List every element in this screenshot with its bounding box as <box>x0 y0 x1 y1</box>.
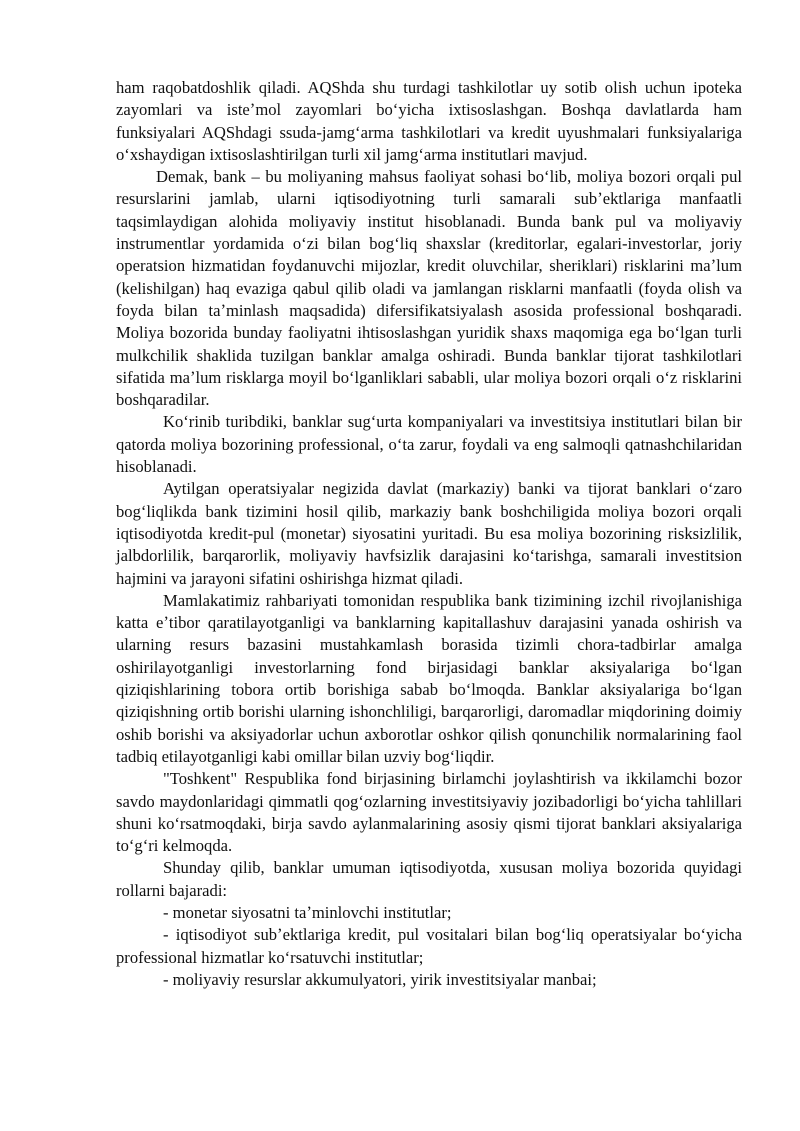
paragraph-3: Koʻrinib turibdiki, banklar sugʻurta kompaniyalari va investitsiya institutlari bilan bir qatorda moliya bozorining professional, oʻta zarur, foydali va eng salmoqli qatnashchilaridan hisoblanadi. <box>116 412 742 477</box>
list-item-2: - iqtisodiyot subʼektlariga kredit, pul vositalari bilan bogʻliq operatsiyalar boʻyicha professional hizmatlar koʻrsatuvchi institutlar; <box>116 925 742 967</box>
paragraph-4: Aytilgan operatsiyalar negizida davlat (markaziy) banki va tijorat banklari oʻzaro bogʻliqlikda bank tizimini hosil qilib, markaziy bank boshchiligida moliya bozori orqali iqtisodiyotda kredit-pul (monetar) siyosatini yuritadi. Bu esa moliya bozorining risksizlilik, jalbdorlilik, barqarorlik, moliyaviy havfsizlik darajasini koʻtarishga, samarali investitsion hajmini va jarayoni sifatini oshirishga hizmat qiladi. <box>116 479 742 588</box>
list-item-1: - monetar siyosatni taʼminlovchi institutlar; <box>163 902 452 922</box>
paragraph-5: Mamlakatimiz rahbariyati tomonidan respublika bank tizimining izchil rivojlanishiga katta eʼtibor qaratilayotganligi va banklarning kapitallashuv darajasini yanada oshirish va ularning resurs bazasini mustahkamlash borasida tizimli chora-tadbirlar amalga oshirilayotganligi investorlarning fond birjasidagi banklar aksiyalariga boʻlgan qiziqishlarining tobora ortib borishiga sabab boʻlmoqda. Banklar aksiyalariga boʻlgan qiziqishning ortib borishi ularning ishonchliligi, barqarorligi, daromadlar miqdorining doimiy oshib borishi va aksiyadorlar uchun axborotlar oshkor qilish qonunchilik normalarining faol tadbiq etilayotganligi kabi omillar bilan uzviy bogʻliqdir. <box>116 590 742 766</box>
paragraph-6: "Toshkent" Respublika fond birjasining birlamchi joylashtirish va ikkilamchi bozor savdo maydonlaridagi qimmatli qogʻozlarning investitsiyaviy jozibadorligi boʻyicha tahlillari shuni koʻrsatmoqdaki, birja savdo aylanmalarining asosiy qismi tijorat banklari aksiyalariga toʻgʻri kelmoqda. <box>116 769 742 856</box>
paragraph-1: ham raqobatdoshlik qiladi. AQShda shu turdagi tashkilotlar uy sotib olish uchun ipoteka zayomlari va isteʼmol zayomlari boʻyicha ixtisoslashgan. Boshqa davlatlarda ham funksiyalari AQShdagi ssuda-jamgʻarma tashkilotlari va kredit uyushmalari funksiyalariga oʻxshaydigan ixtisoslashtirilgan turli xil jamgʻarma institutlari mavjud. <box>116 78 742 164</box>
paragraph-2: Demak, bank – bu moliyaning mahsus faoliyat sohasi boʻlib, moliya bozori orqali pul resurslarini jamlab, ularni iqtisodiyotning turli samarali subʼektlariga manfaatli taqsimlaydigan alohida moliyaviy institut hisoblanadi. Bunda bank pul va moliyaviy instrumentlar yordamida oʻzi bilan bogʻliq shaxslar (kreditorlar, egalari-investorlar, joriy operatsion hizmatidan foydanuvchi mijozlar, kredit oluvchilar, sheriklari) risklarini maʼlum (kelishilgan) haq evaziga qabul qilib oladi va jamlangan risklarni manfaatli (foyda olish va foyda bilan taʼminlash maqsadida) difersifikatsiyalash asosida professional boshqaradi. Moliya bozorida bunday faoliyatni ihtisoslashgan yuridik shaxs maqomiga ega boʻlgan turli mulkchilik shaklida tuzilgan banklar amalga oshiradi. Bunda banklar tijorat tashkilotlari sifatida maʼlum risklarga moyil boʻlganliklari sababli, ular moliya bozori orqali oʻz risklarini boshqaradilar. <box>116 167 742 410</box>
list-item-3: - moliyaviy resurslar akkumulyatori, yirik investitsiyalar manbai; <box>163 969 597 989</box>
paragraph-7: Shunday qilib, banklar umuman iqtisodiyotda, xususan moliya bozorida quyidagi rollarni bajaradi: <box>116 858 742 900</box>
document-page <box>116 77 742 991</box>
